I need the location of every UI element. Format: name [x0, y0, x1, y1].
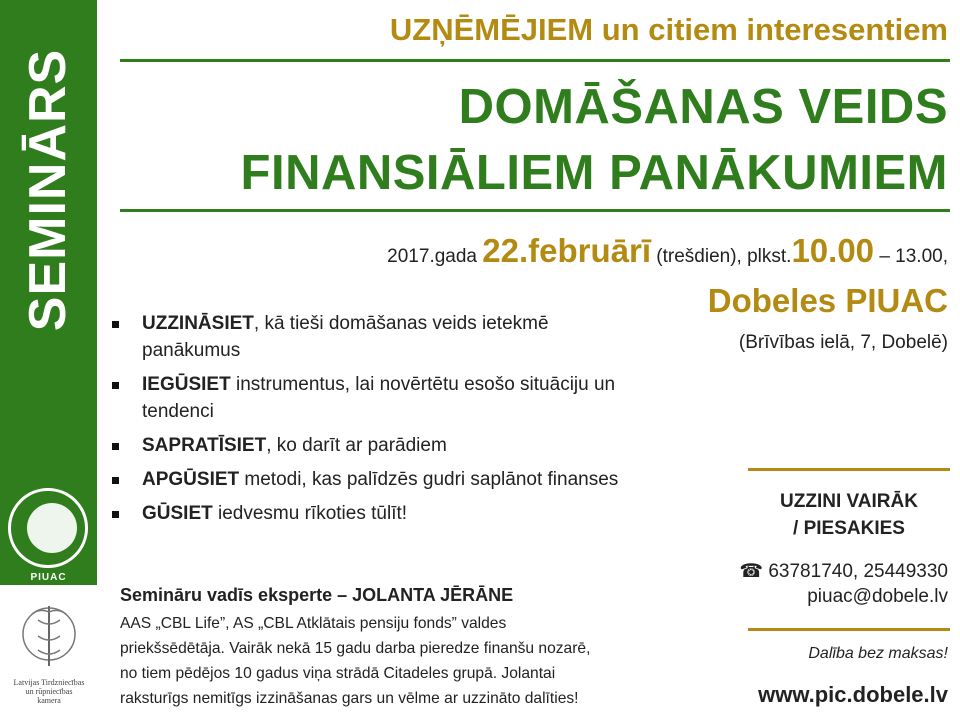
bullet-text: iedvesmu rīkoties tūlīt! — [212, 503, 408, 524]
bullet-keyword: GŪSIET — [142, 503, 213, 524]
bullet-icon — [112, 511, 119, 518]
telephone-icon: ☎ — [739, 561, 764, 582]
website-link[interactable]: www.pic.dobele.lv — [758, 682, 948, 707]
title-line-2: FINANSIĀLIEM PANĀKUMIEM — [240, 146, 948, 200]
bullet-text: metodi, kas palīdzēs gudri saplānot finanses — [239, 469, 619, 490]
bullet-icon — [112, 382, 119, 389]
chamber-line: Latvijas Tirdzniecības — [13, 678, 85, 687]
expert-description — [120, 611, 720, 711]
bullet-text: , kā tieši domāšanas veids ietekmē — [253, 313, 549, 334]
benefits-list — [110, 310, 740, 534]
chamber-name — [8, 678, 90, 705]
bullet-icon — [112, 321, 119, 328]
expert-desc-line: AAS „CBL Life”, AS „CBL Atklātais pensiju fonds” valdes — [120, 615, 507, 632]
list-item — [110, 310, 740, 364]
bullet-text: , ko darīt ar parādiem — [266, 435, 447, 456]
title-line-1: DOMĀŠANAS VEIDS — [458, 80, 948, 134]
chamber-logo — [8, 600, 90, 718]
chamber-line: kamera — [37, 696, 61, 705]
bullet-text-cont: tendenci — [142, 401, 214, 422]
expert-desc-line: raksturīgs nemitīgs izzināšanas gars un vēlme ar uzzināto dalīties! — [120, 690, 579, 707]
bullet-icon — [112, 443, 119, 450]
contact-title-line-1: UZZINI VAIRĀK — [780, 491, 918, 512]
bullet-icon — [112, 477, 119, 484]
contact-email-link[interactable]: piuac@dobele.lv — [807, 586, 948, 607]
audience-heading: UZŅĒMĒJIEM un citiem interesentiem — [389, 12, 948, 47]
expert-heading: Semināru vadīs eksperte – JOLANTA JĒRĀNE — [120, 585, 514, 605]
list-item — [110, 371, 740, 425]
weekday-text: (trešdien), plkst. — [651, 246, 792, 267]
event-venue: Dobeles PIUAC — [707, 282, 948, 319]
free-participation-note: Dalība bez maksas! — [808, 645, 948, 662]
bullet-keyword: APGŪSIET — [142, 469, 240, 490]
sidebar-panel — [0, 0, 97, 585]
chamber-line: un rūpniecības — [25, 687, 73, 696]
contact-phone[interactable] — [739, 560, 948, 583]
expert-desc-line: priekšsēdētāja. Vairāk nekā 15 gadu darba pieredze finanšu nozarē, — [120, 640, 591, 657]
seminar-vertical-title: SEMINĀRS — [19, 48, 77, 332]
contact-title — [748, 488, 950, 542]
divider-top — [120, 59, 950, 62]
list-item — [110, 500, 740, 527]
divider-bottom — [120, 209, 950, 212]
bullet-text: instrumentus, lai novērtētu esošo situāciju un — [230, 374, 616, 395]
event-end-time: – 13.00, — [874, 246, 948, 267]
contact-divider-bottom — [748, 628, 950, 631]
list-item — [110, 432, 740, 459]
logo-inner-circle — [27, 503, 77, 553]
seminar-title — [241, 74, 948, 206]
bullet-keyword: SAPRATĪSIET — [142, 435, 267, 456]
logo-label: PIUAC — [30, 572, 67, 583]
year-text: 2017.gada — [387, 246, 483, 267]
event-date: 22.februārī — [482, 232, 652, 269]
bullet-keyword: UZZINĀSIET — [142, 313, 254, 334]
bullet-text-cont: panākumus — [142, 340, 241, 361]
phone-numbers: 63781740, 25449330 — [768, 561, 948, 582]
chamber-emblem-icon — [20, 600, 78, 674]
contact-title-line-2: / PIESAKIES — [793, 518, 905, 539]
contact-divider-top — [748, 468, 950, 471]
event-address: (Brīvības ielā, 7, Dobelē) — [738, 332, 948, 353]
list-item — [110, 466, 740, 493]
expert-desc-line: no tiem pēdējos 10 gadus viņa strādā Citadeles grupā. Jolantai — [120, 665, 556, 682]
event-start-time: 10.00 — [791, 232, 875, 269]
event-date-line — [387, 232, 948, 270]
piuac-logo — [8, 488, 88, 568]
bullet-keyword: IEGŪSIET — [142, 374, 231, 395]
